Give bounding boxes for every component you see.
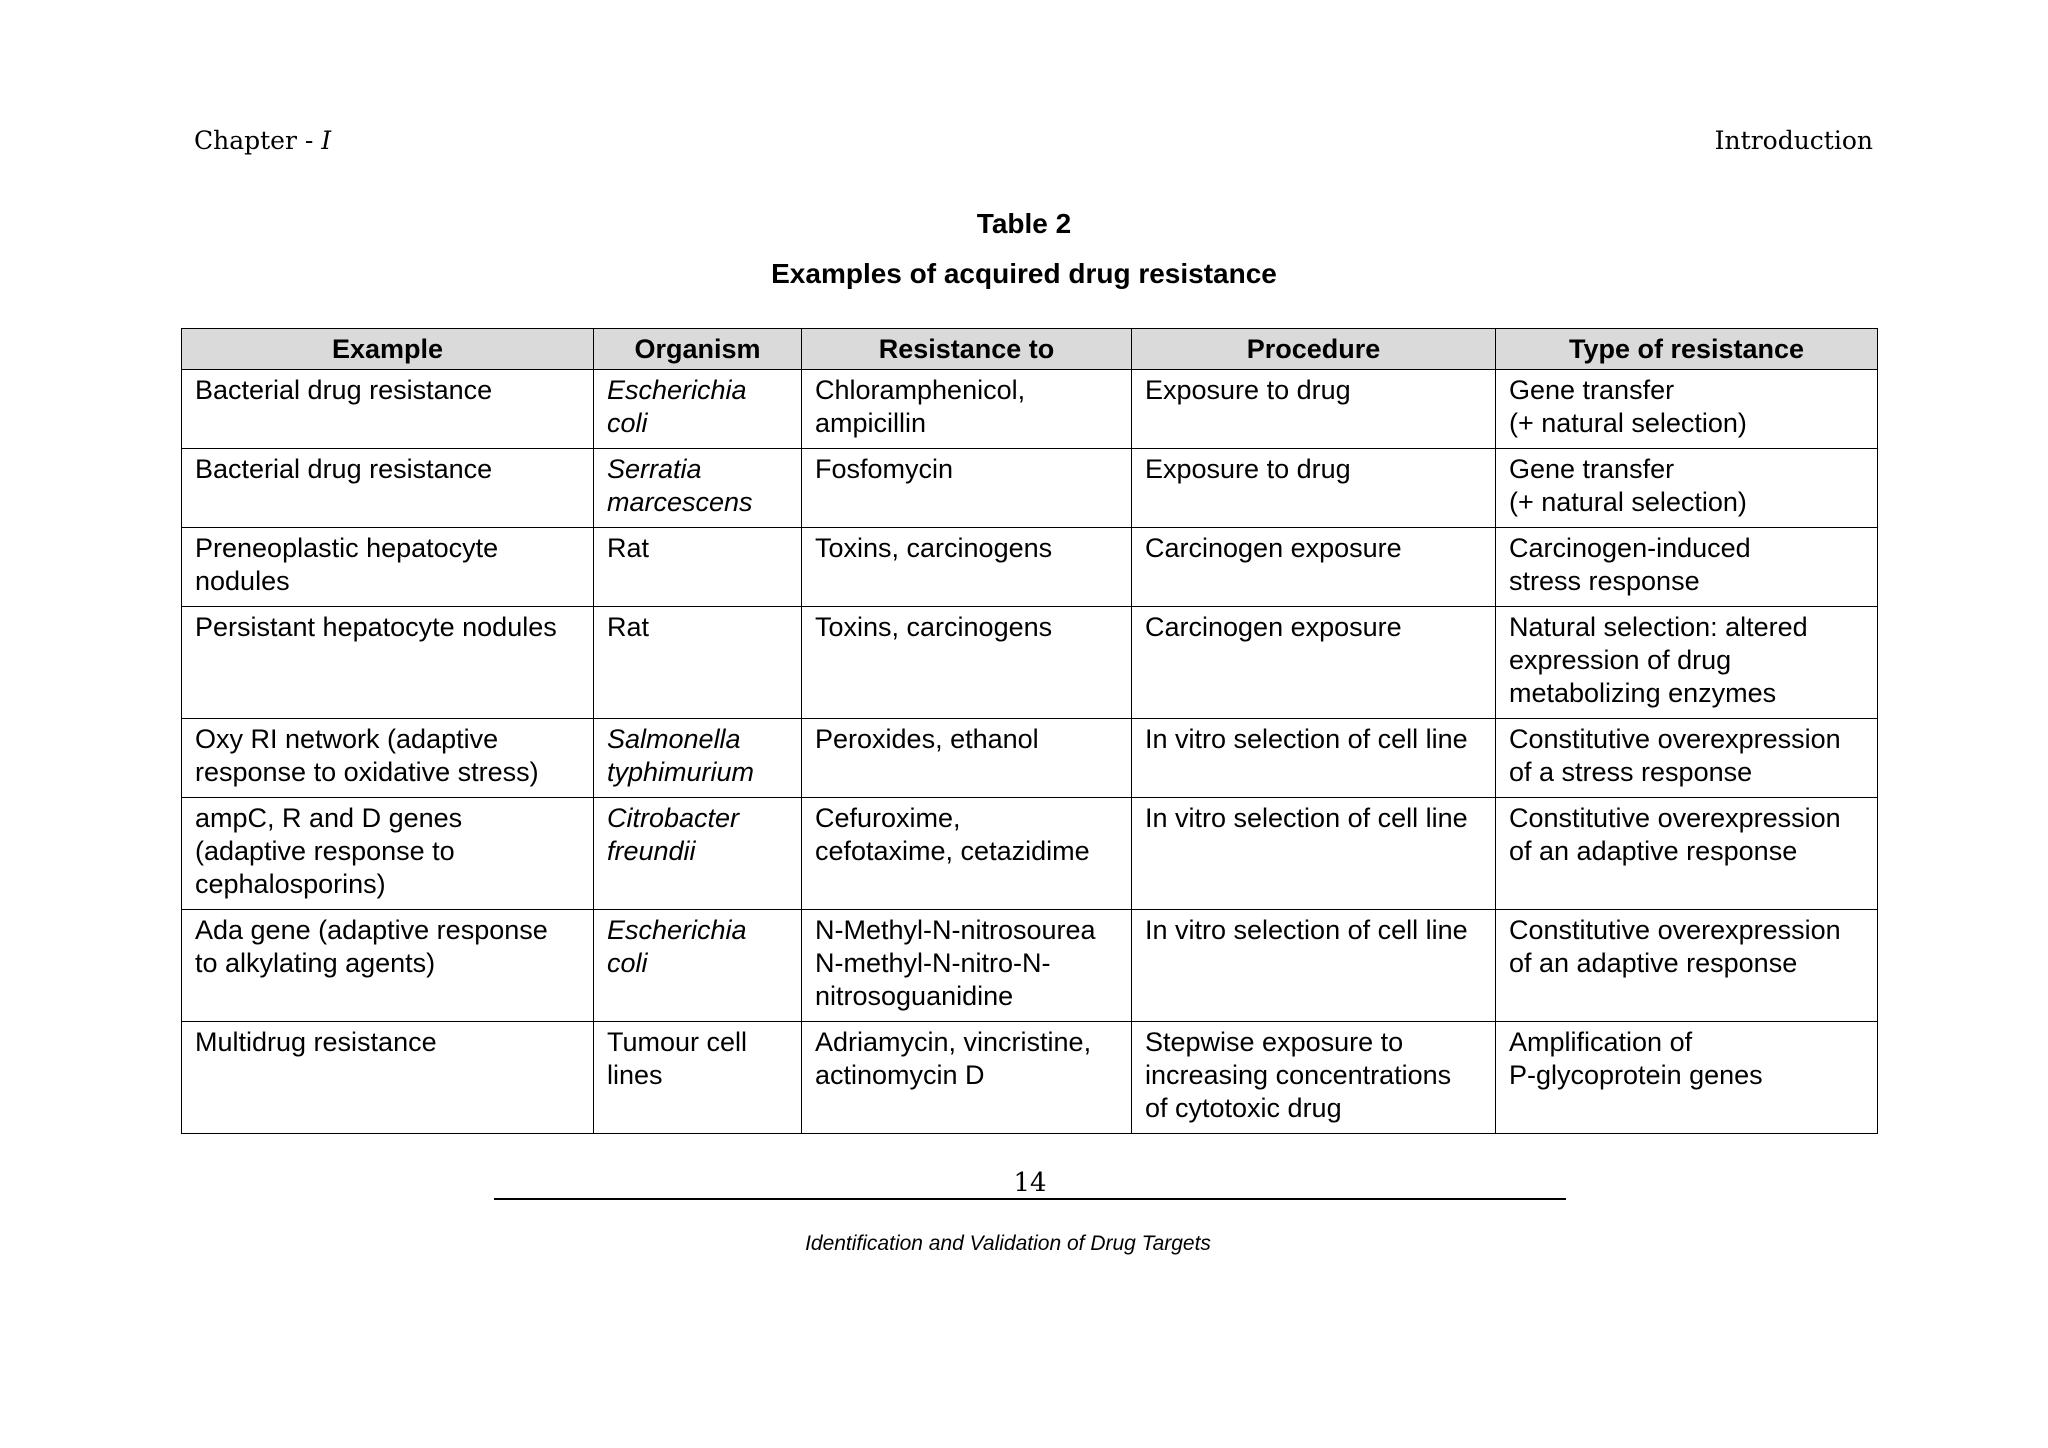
column-header-resistance-to: Resistance to xyxy=(802,329,1132,370)
column-header-example: Example xyxy=(182,329,594,370)
book-title-footer: Identification and Validation of Drug Targets xyxy=(805,1232,1211,1255)
table-header-row xyxy=(182,329,1878,370)
cell-example: Bacterial drug resistance xyxy=(182,449,594,528)
cell-resistance-to: N-Methyl-N-nitrosourea N-methyl-N-nitro-N- nitrosoguanidine xyxy=(802,910,1132,1022)
cell-example: Multidrug resistance xyxy=(182,1022,594,1134)
cell-organism: Escherichia coli xyxy=(594,910,802,1022)
cell-type-of-resistance: Amplification of P-glycoprotein genes xyxy=(1496,1022,1878,1134)
cell-resistance-to: Cefuroxime, cefotaxime, cetazidime xyxy=(802,798,1132,910)
cell-example: Oxy RI network (adaptive response to oxidative stress) xyxy=(182,719,594,798)
cell-resistance-to: Peroxides, ethanol xyxy=(802,719,1132,798)
cell-resistance-to: Toxins, carcinogens xyxy=(802,528,1132,607)
cell-organism: Tumour cell lines xyxy=(594,1022,802,1134)
cell-type-of-resistance: Constitutive overexpression of an adaptive response xyxy=(1496,798,1878,910)
chapter-label: Chapter - xyxy=(194,126,314,155)
cell-type-of-resistance: Constitutive overexpression of a stress response xyxy=(1496,719,1878,798)
cell-organism: Rat xyxy=(594,528,802,607)
table-row xyxy=(182,449,1878,528)
cell-procedure: Carcinogen exposure xyxy=(1132,607,1496,719)
cell-procedure: In vitro selection of cell line xyxy=(1132,798,1496,910)
section-header: Introduction xyxy=(1714,126,1873,155)
column-header-type-of-resistance: Type of resistance xyxy=(1496,329,1878,370)
page-number: 14 xyxy=(1013,1168,1047,1198)
table-body xyxy=(182,370,1878,1134)
table-row xyxy=(182,798,1878,910)
cell-procedure: In vitro selection of cell line xyxy=(1132,910,1496,1022)
cell-procedure: Stepwise exposure to increasing concentrations of cytotoxic drug xyxy=(1132,1022,1496,1134)
table-caption: Examples of acquired drug resistance xyxy=(771,258,1277,289)
cell-type-of-resistance: Natural selection: altered expression of drug metabolizing enzymes xyxy=(1496,607,1878,719)
column-header-organism: Organism xyxy=(594,329,802,370)
table-number: Table 2 xyxy=(976,208,1072,239)
column-header-procedure: Procedure xyxy=(1132,329,1496,370)
cell-procedure: Carcinogen exposure xyxy=(1132,528,1496,607)
cell-organism: Citrobacter freundii xyxy=(594,798,802,910)
table-row xyxy=(182,370,1878,449)
table-row xyxy=(182,910,1878,1022)
chapter-number: I xyxy=(321,126,332,155)
cell-organism: Rat xyxy=(594,607,802,719)
footer-rule xyxy=(494,1198,1566,1200)
cell-procedure: Exposure to drug xyxy=(1132,370,1496,449)
cell-procedure: In vitro selection of cell line xyxy=(1132,719,1496,798)
cell-example: Ada gene (adaptive response to alkylating agents) xyxy=(182,910,594,1022)
cell-type-of-resistance: Carcinogen-induced stress response xyxy=(1496,528,1878,607)
table-row xyxy=(182,1022,1878,1134)
cell-organism: Escherichia coli xyxy=(594,370,802,449)
cell-organism: Serratia marcescens xyxy=(594,449,802,528)
cell-type-of-resistance: Gene transfer (+ natural selection) xyxy=(1496,370,1878,449)
cell-example: Bacterial drug resistance xyxy=(182,370,594,449)
cell-type-of-resistance: Constitutive overexpression of an adaptive response xyxy=(1496,910,1878,1022)
cell-type-of-resistance: Gene transfer (+ natural selection) xyxy=(1496,449,1878,528)
cell-organism: Salmonella typhimurium xyxy=(594,719,802,798)
cell-resistance-to: Fosfomycin xyxy=(802,449,1132,528)
cell-resistance-to: Adriamycin, vincristine, actinomycin D xyxy=(802,1022,1132,1134)
chapter-header xyxy=(194,126,331,155)
cell-resistance-to: Chloramphenicol, ampicillin xyxy=(802,370,1132,449)
cell-resistance-to: Toxins, carcinogens xyxy=(802,607,1132,719)
table-row xyxy=(182,607,1878,719)
cell-example: Persistant hepatocyte nodules xyxy=(182,607,594,719)
table-row xyxy=(182,719,1878,798)
drug-resistance-table xyxy=(181,328,1878,1134)
table-row xyxy=(182,528,1878,607)
cell-example: ampC, R and D genes (adaptive response to cephalosporins) xyxy=(182,798,594,910)
cell-example: Preneoplastic hepatocyte nodules xyxy=(182,528,594,607)
cell-procedure: Exposure to drug xyxy=(1132,449,1496,528)
